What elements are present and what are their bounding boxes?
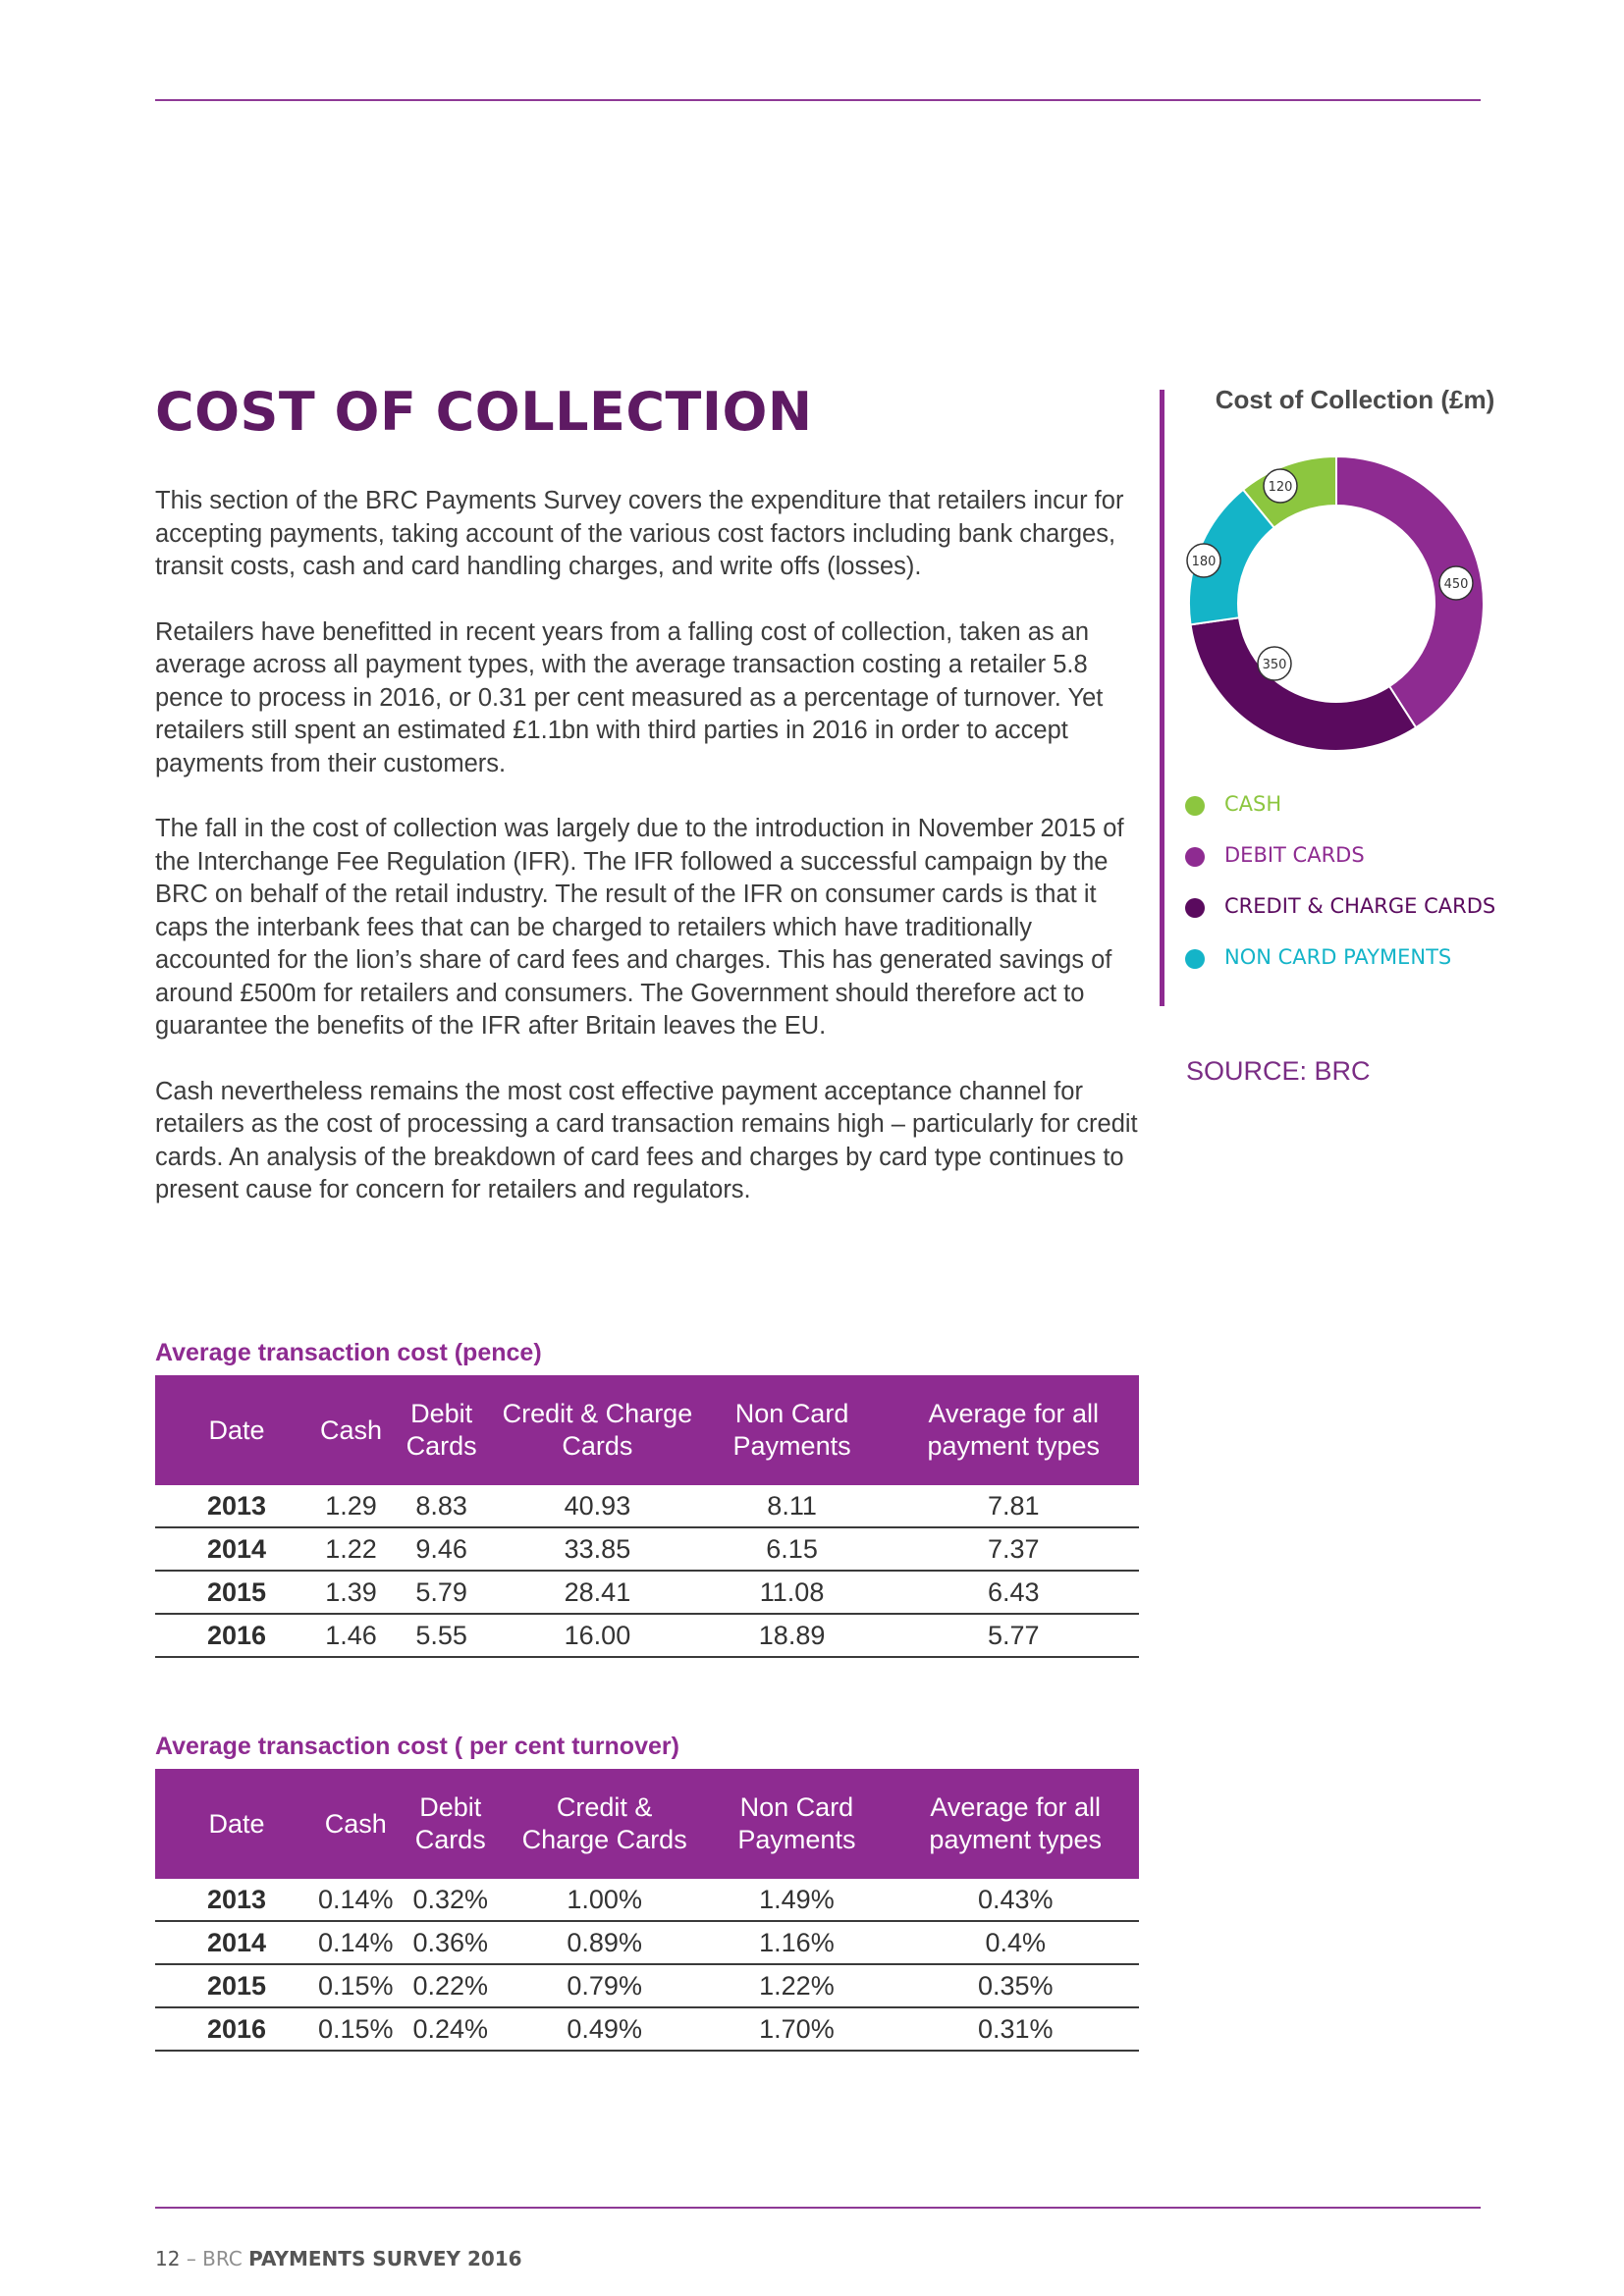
slice-value-text: 450 [1443,577,1469,592]
table-cell: 0.31% [892,2007,1139,2051]
slice-value-label [1187,544,1220,577]
page-number: 12 [155,2247,181,2270]
table-cell: 1.22 [318,1527,384,1571]
table-header-row [155,1769,1139,1879]
slice-value-label [1264,469,1297,503]
table-row [155,1879,1139,1921]
table-cell: 1.00% [508,1879,702,1921]
table-cell: 28.41 [499,1571,695,1614]
slice-value-text: 120 [1268,480,1293,495]
table-pence [155,1375,1139,1658]
table-percent [155,1769,1139,2052]
table-cell: 0.14% [318,1879,394,1921]
legend-label: CREDIT & CHARGE CARDS [1224,894,1496,918]
donut-slice-credit-charge-cards [1191,617,1417,751]
row-year: 2013 [155,1879,318,1921]
slice-value-text: 350 [1262,658,1287,672]
column-header: Non Card Payments [696,1375,889,1485]
column-header: Cash [318,1769,394,1879]
footer-separator: – [186,2247,196,2270]
legend-swatch [1185,949,1205,969]
table-caption-percent: Average transaction cost ( per cent turnover) [155,1733,679,1760]
table-cell: 0.14% [318,1921,394,1964]
table-cell: 0.15% [318,1964,394,2007]
table-row [155,2007,1139,2051]
table-row [155,1921,1139,1964]
row-year: 2016 [155,2007,318,2051]
legend-label: CASH [1224,792,1282,816]
column-header: Credit & Charge Cards [499,1375,695,1485]
table-cell: 9.46 [384,1527,499,1571]
legend-label: DEBIT CARDS [1224,843,1365,867]
table-cell: 6.43 [889,1571,1139,1614]
footer-survey-title: PAYMENTS SURVEY 2016 [248,2247,522,2270]
table-cell: 1.39 [318,1571,384,1614]
table-row [155,1964,1139,2007]
table-cell: 0.89% [508,1921,702,1964]
paragraph: Cash nevertheless remains the most cost effective payment acceptance channel for retailers as the cost of processing a card transaction remains high – particularly for credit cards. An analysis of the breakdown of card fees and charges by card type continues to present cause for concern for retailers and regulators. [155,1077,1138,1203]
slice-value-label [1439,566,1473,600]
column-header: Average for all payment types [892,1769,1139,1879]
table-cell: 1.46 [318,1614,384,1657]
column-header: Credit & Charge Cards [508,1769,702,1879]
table-cell: 7.37 [889,1527,1139,1571]
column-header: Non Card Payments [701,1769,892,1879]
column-header: Debit Cards [394,1769,508,1879]
table-row [155,1527,1139,1571]
table-cell: 5.55 [384,1614,499,1657]
row-year: 2016 [155,1614,318,1657]
legend-item-credit-charge-cards [1185,893,1509,920]
table-cell: 1.49% [701,1879,892,1921]
table-cell: 5.79 [384,1571,499,1614]
chart-legend [1185,791,1509,995]
table-cell: 0.35% [892,1964,1139,2007]
page-title: COST OF COLLECTION [155,381,813,443]
column-header: Date [155,1769,318,1879]
table-cell: 0.4% [892,1921,1139,1964]
slice-value-text: 180 [1191,555,1217,569]
column-header: Debit Cards [384,1375,499,1485]
table-cell: 18.89 [696,1614,889,1657]
paragraph: Retailers have benefitted in recent years from a falling cost of collection, taken as an average across all payment types, with the average transaction costing a retailer 5.8 pence to process in 2016, or 0.31 per cent measured as a percentage of turnover. Yet retailers still spent an estimated £1.1bn with third parties in 2016 in order to accept payments from their customers. [155,617,1104,777]
slice-value-label [1258,647,1291,680]
row-year: 2014 [155,1527,318,1571]
footer [155,2247,522,2270]
table-cell: 16.00 [499,1614,695,1657]
table-cell: 7.81 [889,1485,1139,1527]
legend-swatch [1185,847,1205,867]
table-cell: 40.93 [499,1485,695,1527]
table-cell: 1.29 [318,1485,384,1527]
table-cell: 11.08 [696,1571,889,1614]
sidebar-divider [1160,390,1164,1006]
table-caption-pence: Average transaction cost (pence) [155,1339,542,1366]
table-cell: 33.85 [499,1527,695,1571]
row-year: 2015 [155,1964,318,2007]
table-cell: 0.15% [318,2007,394,2051]
row-year: 2015 [155,1571,318,1614]
row-year: 2014 [155,1921,318,1964]
column-header: Cash [318,1375,384,1485]
chart-title: Cost of Collection (£m) [1215,385,1495,414]
table-row [155,1571,1139,1614]
table-cell: 0.24% [394,2007,508,2051]
table-cell: 0.32% [394,1879,508,1921]
legend-label: NON CARD PAYMENTS [1224,945,1452,969]
table-cell: 0.43% [892,1879,1139,1921]
legend-swatch [1185,898,1205,918]
legend-swatch [1185,796,1205,816]
column-header: Average for all payment types [889,1375,1139,1485]
table-row [155,1614,1139,1657]
table-cell: 8.11 [696,1485,889,1527]
top-rule [155,99,1481,101]
table-cell: 1.70% [701,2007,892,2051]
table-cell: 0.22% [394,1964,508,2007]
table-cell: 1.22% [701,1964,892,2007]
chart-source: SOURCE: BRC [1186,1056,1371,1086]
table-row [155,1485,1139,1527]
paragraph: The fall in the cost of collection was largely due to the introduction in November 2015 of the Interchange Fee Regulation (IFR). The IFR followed a successful campaign by the BRC on behalf of the retail industry. The result of the IFR on consumer cards is that it caps the interbank fees that can be charged to retailers which have traditionally accounted for the lion’s share of card fees and charges. This has generated savings of around £500m for retailers and consumers. The Government should therefore act to guarantee the benefits of the IFR after Britain leaves the EU. [155,815,1124,1040]
bottom-rule [155,2207,1481,2209]
column-header: Date [155,1375,318,1485]
legend-item-non-card-payments [1185,944,1509,971]
table-cell: 8.83 [384,1485,499,1527]
table-cell: 0.79% [508,1964,702,2007]
table-cell: 0.49% [508,2007,702,2051]
table-header-row [155,1375,1139,1485]
table-cell: 6.15 [696,1527,889,1571]
legend-item-cash [1185,791,1509,818]
legend-item-debit-cards [1185,842,1509,869]
table-cell: 1.16% [701,1921,892,1964]
body-text [155,485,1147,1240]
table-cell: 0.36% [394,1921,508,1964]
footer-brand: BRC [202,2247,243,2270]
donut-chart [1174,442,1498,766]
row-year: 2013 [155,1485,318,1527]
table-cell: 5.77 [889,1614,1139,1657]
paragraph: This section of the BRC Payments Survey covers the expenditure that retailers incur for accepting payments, taking account of the various cost factors including bank charges, transit costs, cash and card handling charges, and write offs (losses). [155,487,1124,580]
